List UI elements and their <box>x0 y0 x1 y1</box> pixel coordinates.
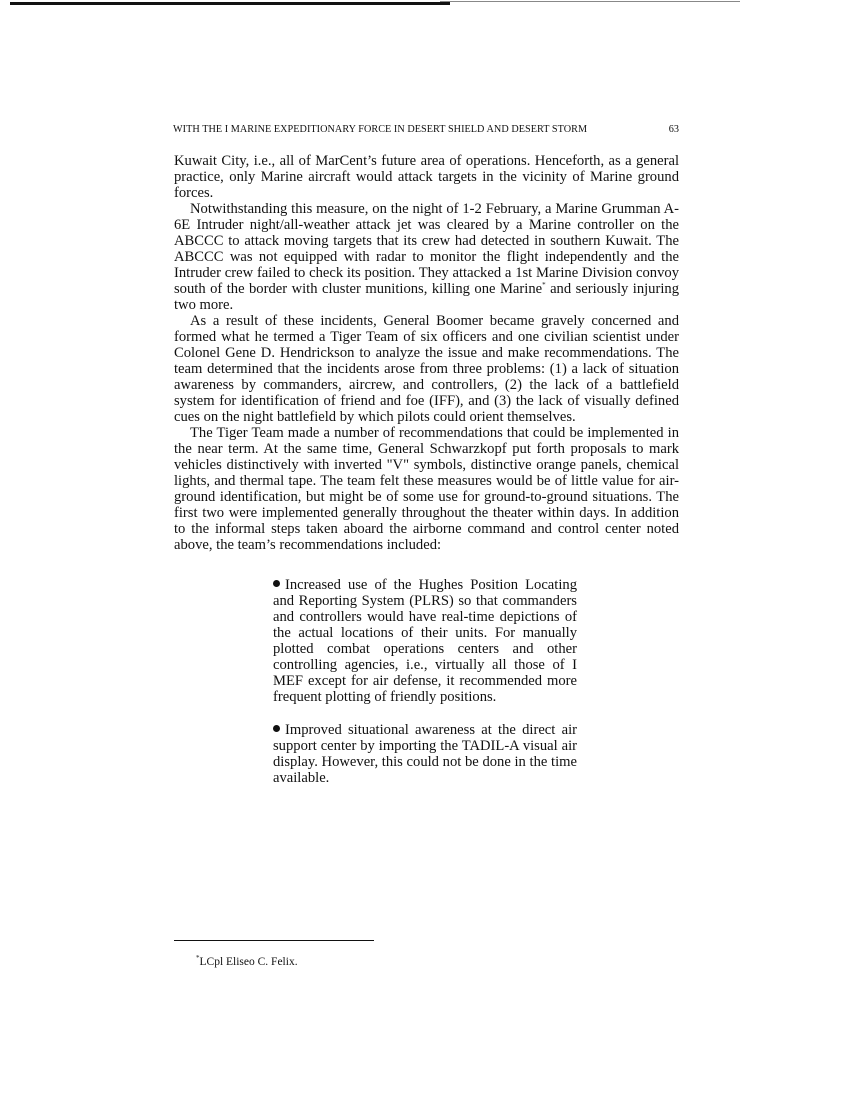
footnote <box>196 956 298 968</box>
paragraph-continued: Kuwait City, i.e., all of MarCent’s future area of operations. Henceforth, as a general practice, only Marine aircraft would attack targets in the vicinity of Marine ground forces. <box>174 153 679 201</box>
scan-edge-rule <box>10 2 450 5</box>
paragraph-text: Notwithstanding this measure, on the night of 1-2 February, a Marine Grumman A-6E Intruder night/all-weather attack jet was cleared by a Marine controller on the ABCCC to attack moving targets that its crew had detected in southern Kuwait. The ABCCC was not equipped with radar to monitor the flight independently and the Intruder crew failed to check its position. They attacked a 1st Marine Division convoy south of the border with cluster munitions, killing one Marine <box>174 201 679 297</box>
list-item <box>273 577 577 705</box>
running-head-title: WITH THE I MARINE EXPEDITIONARY FORCE IN DESERT SHIELD AND DESERT STORM <box>173 124 588 135</box>
footnote-reference[interactable]: * <box>542 281 546 289</box>
footnote-divider <box>174 940 374 941</box>
list-item-text: Increased use of the Hughes Position Locating and Reporting System (PLRS) so that commanders and controllers would have real-time depictions of the actual locations of their units. For manually plotted combat operations centers and other controlling agencies, i.e., virtually all those of I MEF except for air defense, it recommended more frequent plotting of friendly positions. <box>273 577 577 705</box>
footnote-text: LCpl Eliseo C. Felix. <box>199 956 298 968</box>
footnote-mark: * <box>196 954 200 962</box>
running-head <box>173 124 679 140</box>
list-item-text: Improved situational awareness at the direct air support center by importing the TADIL-A visual air display. However, this could not be done in the time available. <box>273 722 577 786</box>
page-number: 63 <box>668 124 679 135</box>
paragraph-text-tail: and seriously injuring two more. <box>174 281 679 313</box>
paragraph-friendly-fire-incident <box>174 201 679 313</box>
bullet-icon <box>273 580 280 587</box>
recommendations-list <box>273 577 577 786</box>
body-text <box>174 153 679 553</box>
bullet-icon <box>273 725 280 732</box>
scan-edge-rule-thin <box>440 1 740 2</box>
page-content <box>174 124 679 803</box>
paragraph-tiger-team: As a result of these incidents, General Boomer became gravely concerned and formed what he termed a Tiger Team of six officers and one civilian scientist under Colonel Gene D. Hendrickson to analyze the issue and make recommendations. The team determined that the incidents arose from three problems: (1) a lack of situation awareness by commanders, aircrew, and controllers, (2) the lack of a battlefield system for identification of friend and foe (IFF), and (3) the lack of visually defined cues on the night battlefield by which pilots could orient themselves. <box>174 313 679 425</box>
paragraph-recommendations-intro: The Tiger Team made a number of recommendations that could be implemented in the near term. At the same time, General Schwarzkopf put forth proposals to mark vehicles distinctively with inverted "V" symbols, distinctive orange panels, chemical lights, and thermal tape. The team felt these measures would be of little value for air-ground identification, but might be of some use for ground-to-ground situations. The first two were implemented generally throughout the theater within days. In addition to the informal steps taken aboard the airborne command and control center noted above, the team’s recommendations included: <box>174 425 679 553</box>
list-item <box>273 722 577 786</box>
